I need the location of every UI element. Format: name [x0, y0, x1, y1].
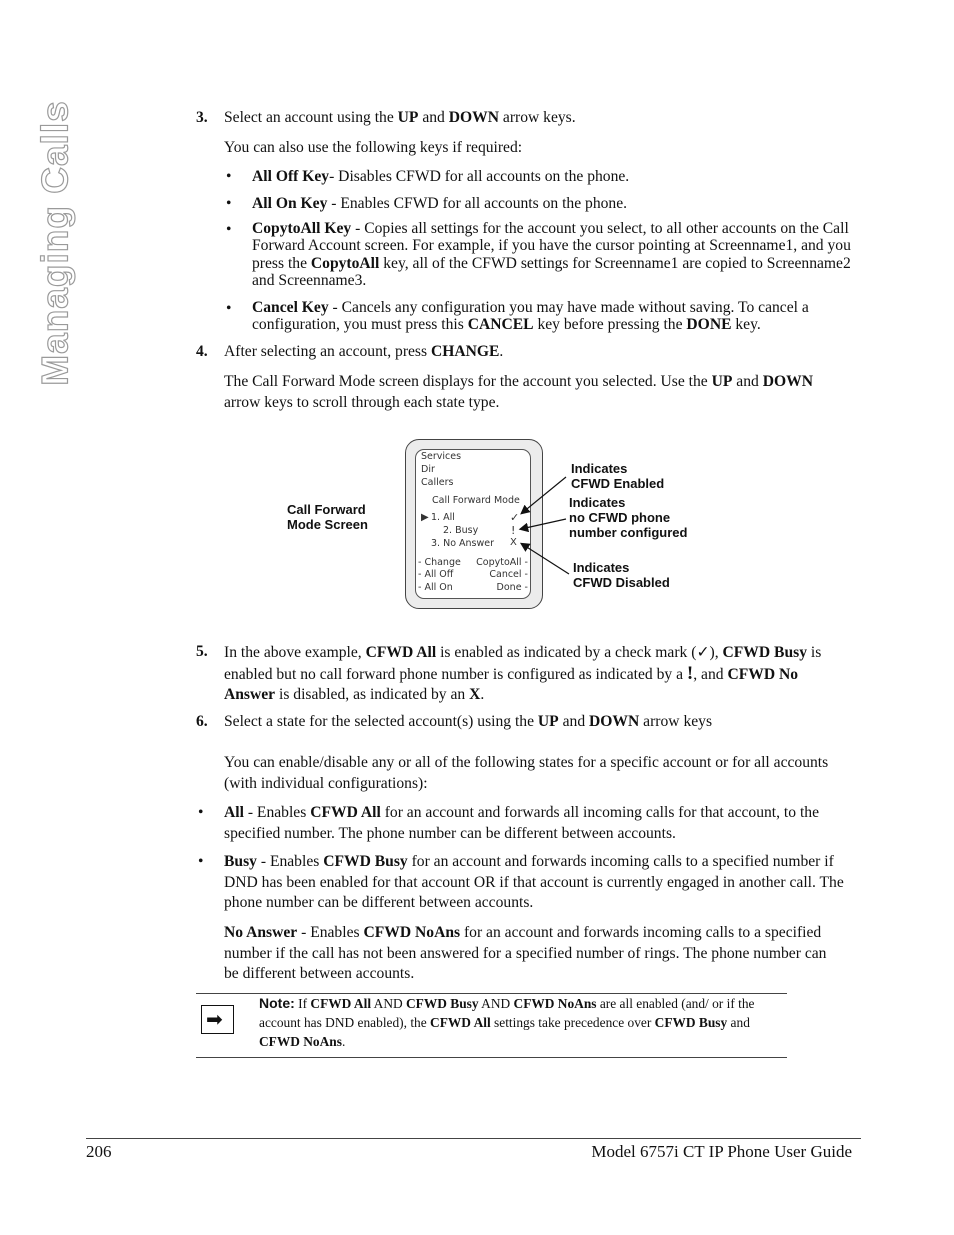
bullet-cancel-key: Cancel Key - Cancels any configuration you may have made without saving. To cancel a configuration, you must press this CANCEL key before pressing the DONE key. — [252, 299, 809, 334]
state-no-answer: No Answer - Enables CFWD NoAns for an account and forwards incoming calls to a specified number if the call has not been answered for a specified number of rings. The phone number can be different between accounts. — [224, 924, 827, 982]
state-all: All - Enables CFWD All for an account and forwards all incoming calls for that account, to the specified number. The phone number can be different between accounts. — [224, 804, 820, 842]
bullet: • — [226, 168, 232, 185]
bullet: • — [198, 804, 204, 821]
callout-not-configured: Indicates no CFWD phone number configured — [569, 495, 688, 540]
arrow-right-icon: ➡ — [206, 1007, 223, 1031]
item-no-answer: 3. No Answer — [431, 538, 495, 549]
note-text: Note: If CFWD All AND CFWD Busy AND CFWD NoAns are all enabled (and/ or if the account has DND enabled), the CFWD All settings take precedence over CFWD Busy and CFWD NoAns. — [259, 995, 755, 1049]
screen-title: Call Forward Mode — [432, 495, 520, 506]
bullet: • — [226, 195, 232, 212]
step-6-paragraph: You can enable/disable any or all of the following states for a specific account or for all accounts (with individual configurations): — [224, 754, 829, 792]
softkey-all-on: - All On — [418, 582, 453, 593]
bullet-all-on-key: All On Key - Enables CFWD for all accounts on the phone. — [252, 195, 628, 212]
arrow-enabled — [522, 477, 566, 513]
arrow-disabled — [522, 544, 569, 574]
step-4-number: 4. — [196, 343, 208, 360]
softkey-cancel: Cancel - — [489, 569, 528, 580]
step-3-text: Select an account using the UP and DOWN arrow keys. — [224, 109, 576, 126]
figure-screen-label: Call Forward Mode Screen — [287, 502, 368, 532]
menu-callers: Callers — [421, 477, 454, 488]
bullet: • — [198, 853, 204, 870]
step-3-number: 3. — [196, 109, 208, 126]
bullet-all-off-key: All Off Key- Disables CFWD for all accounts on the phone. — [252, 168, 630, 185]
step-6-text: Select a state for the selected account(s) using the UP and DOWN arrow keys — [224, 713, 713, 730]
item-busy: 2. Busy — [443, 525, 479, 536]
exclamation-icon: ! — [511, 524, 516, 537]
state-busy: Busy - Enables CFWD Busy for an account and forwards incoming calls to a specified number if DND has been enabled for that account OR if that account is currently engaged in another call. The phone number can be different between accounts. — [224, 853, 844, 911]
item-all: 1. All — [431, 512, 455, 523]
side-tab-label: Managing Calls — [34, 100, 76, 386]
footer-title: Model 6757i CT IP Phone User Guide — [591, 1142, 852, 1161]
check-mark-icon: ✓ — [510, 511, 520, 524]
cursor-icon: ▶ — [421, 512, 429, 523]
softkey-all-off: - All Off — [418, 569, 454, 580]
check-mark-icon: ✓ — [696, 643, 710, 661]
softkey-change: - Change — [418, 557, 461, 568]
arrow-not-configured — [521, 519, 566, 529]
step-5-text: In the above example, CFWD All is enabled as indicated by a check mark (✓), CFWD Busy is enabled but no call forward phone number is configured as indicated by a !, and CFWD No Answer is disabled, as indicated by an X. — [224, 643, 822, 703]
step-5-number: 5. — [196, 643, 208, 660]
bullet-copytoall-key: CopytoAll Key - Copies all settings for the account you select, to all other accounts on the Call Forward Account screen. For example, if you have the cursor pointing at Screenname1, and you press the CopytoAll key, all of the CFWD settings for Screenname1 are copied to Screenname2 and Screenname3. — [252, 220, 851, 289]
bullet: • — [226, 221, 232, 238]
menu-dir: Dir — [421, 464, 435, 475]
callout-enabled: Indicates CFWD Enabled — [571, 461, 665, 491]
note-arrow-box — [201, 1005, 234, 1034]
softkey-done: Done - — [496, 582, 528, 593]
x-mark-icon: X — [510, 537, 517, 548]
step-3-also-text: You can also use the following keys if required: — [224, 139, 523, 156]
menu-services: Services — [421, 451, 462, 462]
softkey-copytoall: CopytoAll - — [476, 557, 528, 568]
footer-rule — [86, 1138, 861, 1139]
step-6-number: 6. — [196, 713, 208, 730]
callout-disabled: Indicates CFWD Disabled — [573, 560, 670, 590]
exclamation-icon: ! — [686, 662, 694, 684]
bullet: • — [226, 300, 232, 317]
note-label: Note: — [259, 995, 295, 1011]
step-4-paragraph: The Call Forward Mode screen displays for the account you selected. Use the UP and DOWN arrow keys to scroll through each state type. — [224, 373, 813, 411]
step-4-text: After selecting an account, press CHANGE. — [224, 343, 504, 360]
page-number: 206 — [86, 1142, 112, 1161]
